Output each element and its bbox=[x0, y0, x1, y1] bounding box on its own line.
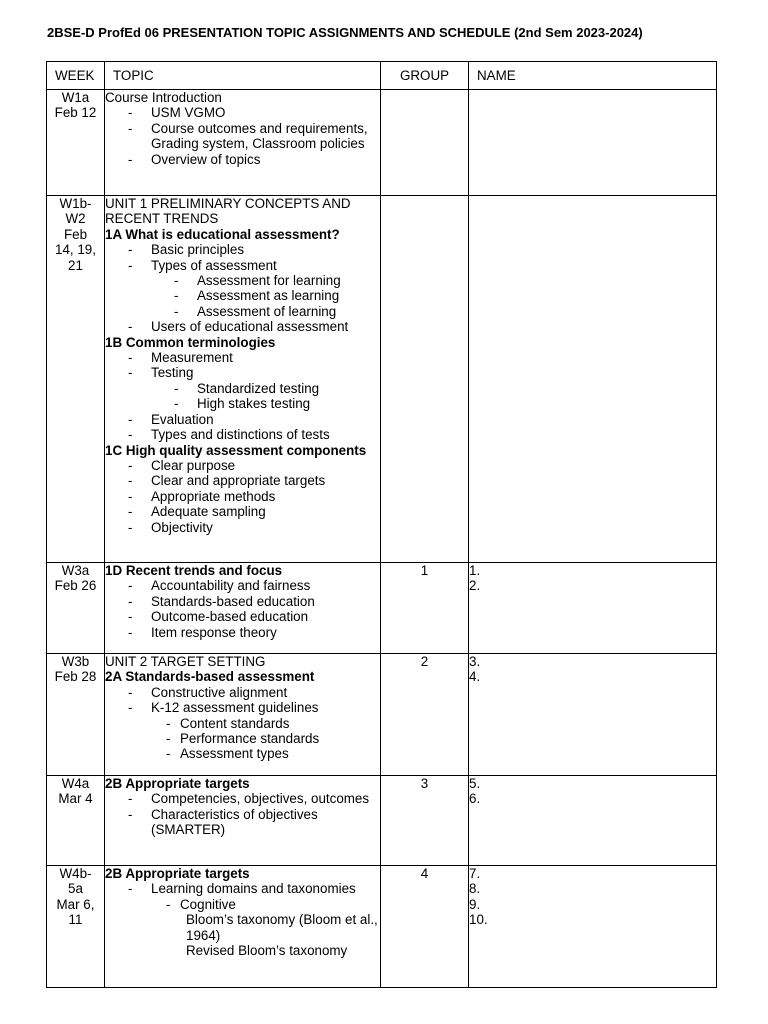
group-cell: 1 bbox=[381, 563, 469, 654]
schedule-table bbox=[46, 61, 717, 988]
week-label: W3a bbox=[61, 563, 90, 578]
topic-item: - Measurement bbox=[105, 350, 380, 365]
name-slot: 3. bbox=[469, 654, 481, 669]
week-label: W1b- bbox=[59, 196, 92, 211]
topic-item: - Accountability and fairness bbox=[105, 578, 380, 593]
week-label: 14, 19, bbox=[55, 242, 96, 258]
name-cell bbox=[469, 196, 717, 563]
topic-item: - Learning domains and taxonomies bbox=[105, 881, 380, 896]
document-title: 2BSE-D ProfEd 06 PRESENTATION TOPIC ASSIGNMENTS AND SCHEDULE (2nd Sem 2023-2024) bbox=[47, 25, 643, 40]
name-slot: 2. bbox=[469, 578, 481, 594]
week-cell bbox=[47, 563, 105, 654]
topic-cell bbox=[105, 866, 381, 988]
week-cell bbox=[47, 196, 105, 563]
group-cell: 4 bbox=[381, 866, 469, 988]
name-cell bbox=[469, 654, 717, 776]
topic-item: - Appropriate methods bbox=[105, 489, 380, 504]
topic-item: - Clear purpose bbox=[105, 458, 380, 473]
week-label: W2 bbox=[65, 211, 86, 227]
name-slot: 9. bbox=[469, 896, 481, 912]
topic-item: - Objectivity bbox=[105, 520, 380, 535]
name-slot: 1. bbox=[469, 563, 481, 578]
topic-item: - Constructive alignment bbox=[105, 685, 380, 700]
topic-item: - Assessment of learning bbox=[105, 304, 380, 319]
name-cell bbox=[469, 563, 717, 654]
topic-cell bbox=[105, 90, 381, 196]
topic-cell bbox=[105, 196, 381, 563]
week-label: W1a bbox=[61, 90, 90, 105]
topic-title: UNIT 1 PRELIMINARY CONCEPTS AND RECENT TRENDS bbox=[105, 196, 351, 227]
topic-item: - USM VGMO bbox=[105, 105, 380, 120]
group-cell bbox=[381, 196, 469, 563]
topic-item: - Overview of topics bbox=[105, 152, 380, 167]
topic-item: - Types of assessment bbox=[105, 258, 380, 273]
name-slot: 10. bbox=[469, 912, 488, 928]
week-label: Feb 12 bbox=[54, 105, 97, 121]
topic-cell bbox=[105, 563, 381, 654]
topic-item: Revised Bloom’s taxonomy bbox=[186, 943, 348, 959]
topic-item: - Users of educational assessment bbox=[105, 319, 380, 334]
table-row bbox=[47, 776, 717, 866]
week-label: 5a bbox=[68, 881, 83, 897]
week-label: Feb bbox=[63, 226, 88, 242]
header-row bbox=[47, 62, 717, 90]
topic-item: - Content standards bbox=[105, 716, 380, 731]
week-label: 21 bbox=[68, 257, 83, 273]
week-cell bbox=[47, 776, 105, 866]
table-row bbox=[47, 866, 717, 988]
group-cell bbox=[381, 90, 469, 196]
name-slot: 6. bbox=[469, 791, 481, 807]
week-column-header: WEEK bbox=[47, 62, 105, 90]
topic-title: Course Introduction bbox=[105, 90, 222, 105]
topic-heading: 2B Appropriate targets bbox=[105, 866, 250, 881]
topic-item: - Adequate sampling bbox=[105, 504, 380, 519]
group-column-header: GROUP bbox=[381, 62, 469, 90]
topic-heading: 1D Recent trends and focus bbox=[105, 563, 283, 578]
topic-item: - Standardized testing bbox=[105, 381, 380, 396]
topic-item: - Cognitive bbox=[105, 897, 380, 912]
topic-item: - Testing bbox=[105, 365, 380, 380]
name-column-header: NAME bbox=[469, 62, 717, 90]
topic-item: - Characteristics of objectives (SMARTER) bbox=[105, 807, 380, 838]
topic-item: - Assessment types bbox=[105, 746, 380, 761]
week-label: Feb 26 bbox=[54, 578, 97, 594]
topic-item: - Clear and appropriate targets bbox=[105, 473, 380, 488]
topic-item: - K-12 assessment guidelines bbox=[105, 700, 380, 715]
topic-item: - Basic principles bbox=[105, 242, 380, 257]
week-label: W4a bbox=[61, 776, 90, 791]
topic-heading: 1A What is educational assessment? bbox=[105, 226, 340, 242]
topic-item: - Types and distinctions of tests bbox=[105, 427, 380, 442]
topic-heading: 2A Standards-based assessment bbox=[105, 669, 315, 685]
week-label: W3b bbox=[61, 654, 90, 669]
week-label: 11 bbox=[68, 912, 83, 928]
group-cell: 2 bbox=[381, 654, 469, 776]
topic-column-header: TOPIC bbox=[105, 62, 381, 90]
topic-heading: 1B Common terminologies bbox=[105, 334, 276, 350]
topic-item: - Performance standards bbox=[105, 731, 380, 746]
table-row bbox=[47, 196, 717, 563]
name-slot: 4. bbox=[469, 669, 481, 685]
name-cell bbox=[469, 866, 717, 988]
topic-item: - Competencies, objectives, outcomes bbox=[105, 791, 380, 806]
group-cell: 3 bbox=[381, 776, 469, 866]
week-cell bbox=[47, 866, 105, 988]
topic-item: - Outcome-based education bbox=[105, 609, 380, 624]
week-cell bbox=[47, 90, 105, 196]
topic-item: - High stakes testing bbox=[105, 396, 380, 411]
topic-item: - Evaluation bbox=[105, 412, 380, 427]
name-cell bbox=[469, 776, 717, 866]
week-label: Mar 4 bbox=[58, 791, 93, 807]
topic-heading: 1C High quality assessment components bbox=[105, 442, 367, 458]
topic-item: - Course outcomes and requirements, Grading system, Classroom policies bbox=[105, 121, 380, 152]
topic-heading: 2B Appropriate targets bbox=[105, 776, 250, 791]
week-cell bbox=[47, 654, 105, 776]
topic-cell bbox=[105, 654, 381, 776]
name-slot: 8. bbox=[469, 881, 481, 897]
name-slot: 7. bbox=[469, 866, 481, 881]
topic-item: - Standards-based education bbox=[105, 594, 380, 609]
table-row bbox=[47, 90, 717, 196]
week-label: Feb 28 bbox=[54, 669, 97, 685]
week-label: W4b- bbox=[59, 866, 92, 881]
topic-item: - Assessment as learning bbox=[105, 288, 380, 303]
week-label: Mar 6, bbox=[56, 896, 95, 912]
topic-cell bbox=[105, 776, 381, 866]
name-slot: 5. bbox=[469, 776, 481, 791]
topic-item: Bloom’s taxonomy (Bloom et al., 1964) bbox=[186, 912, 378, 943]
name-cell bbox=[469, 90, 717, 196]
topic-item: - Assessment for learning bbox=[105, 273, 380, 288]
topic-title: UNIT 2 TARGET SETTING bbox=[105, 654, 266, 669]
table-row bbox=[47, 654, 717, 776]
schedule-body bbox=[47, 90, 717, 988]
table-row bbox=[47, 563, 717, 654]
topic-item: - Item response theory bbox=[105, 625, 380, 640]
